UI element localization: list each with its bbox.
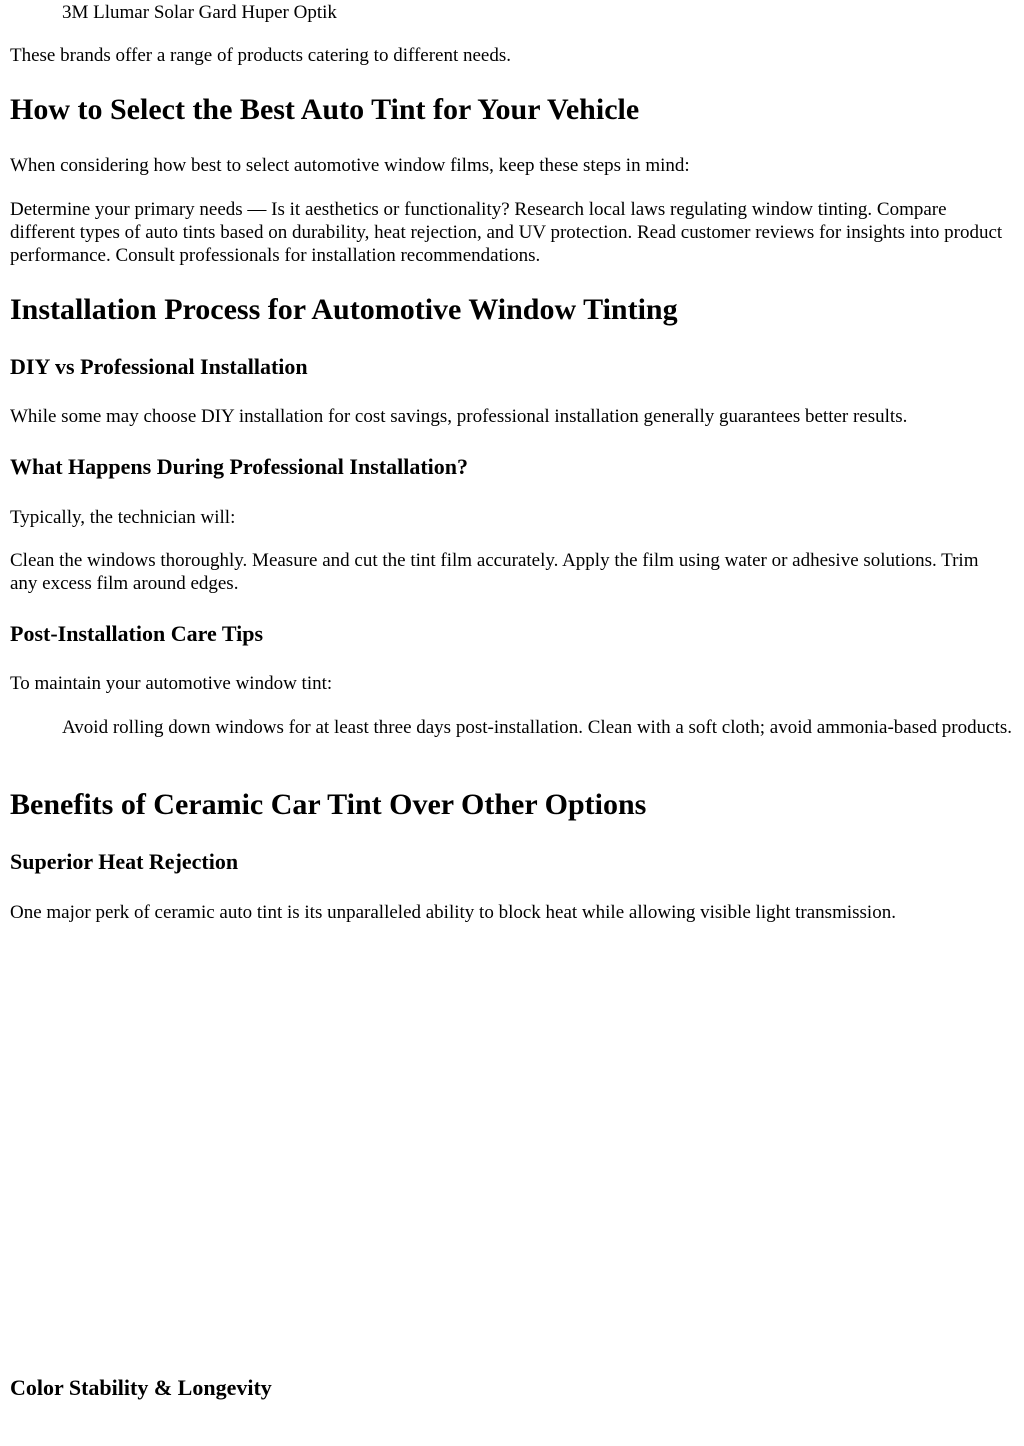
care-heading: Post-Installation Care Tips xyxy=(10,621,264,646)
diy-heading: DIY vs Professional Installation xyxy=(10,354,308,379)
diy-text: While some may choose DIY installation for cost savings, professional installation generally guarantees better results. xyxy=(10,406,908,427)
ceramic-heading: Benefits of Ceramic Car Tint Over Other Options xyxy=(10,788,647,821)
select-steps: Determine your primary needs — Is it aesthetics or functionality? Research local laws regulating window tinting. Compare different types of auto tints based on durability, heat rejection, and UV protection. Read customer reviews for insights into product performance. Consult professionals for installation recommendations. xyxy=(10,199,1003,266)
color-stability-heading: Color Stability & Longevity xyxy=(10,1375,272,1400)
professional-heading: What Happens During Professional Installation? xyxy=(10,454,469,479)
select-lead: When considering how best to select automotive window films, keep these steps in mind: xyxy=(10,155,690,176)
care-tips: Avoid rolling down windows for at least three days post-installation. Clean with a soft cloth; avoid ammonia-based products. xyxy=(62,717,1012,738)
care-lead: To maintain your automotive window tint: xyxy=(10,673,333,694)
professional-steps: Clean the windows thoroughly. Measure and cut the tint film accurately. Apply the film using water or adhesive solutions. Trim any excess film around edges. xyxy=(10,550,979,594)
brands-list: 3M Llumar Solar Gard Huper Optik xyxy=(62,2,337,23)
installation-heading: Installation Process for Automotive Window Tinting xyxy=(10,293,678,326)
heat-rejection-heading: Superior Heat Rejection xyxy=(10,849,239,874)
heat-rejection-text: One major perk of ceramic auto tint is its unparalleled ability to block heat while allowing visible light transmission. xyxy=(10,902,896,923)
select-heading: How to Select the Best Auto Tint for Your Vehicle xyxy=(10,93,640,126)
brands-note: These brands offer a range of products catering to different needs. xyxy=(10,45,512,66)
professional-lead: Typically, the technician will: xyxy=(10,507,236,528)
